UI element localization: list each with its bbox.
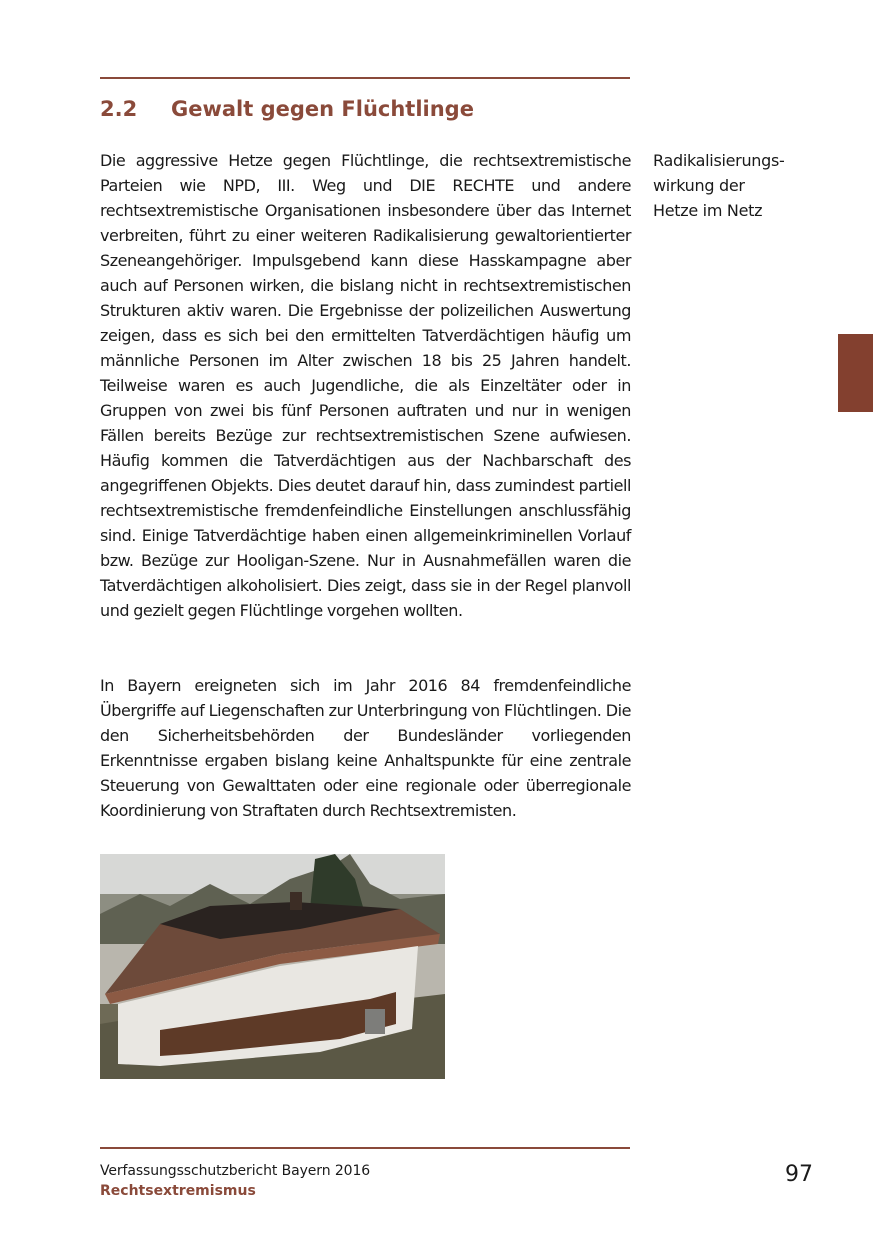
bottom-rule bbox=[100, 1147, 630, 1149]
section-title: Gewalt gegen Flüchtlinge bbox=[171, 97, 474, 121]
footer-publication-title: Verfassungsschutzbericht Bayern 2016 bbox=[100, 1163, 371, 1179]
burned-building-photo bbox=[100, 854, 445, 1079]
margin-note-line-3: Hetze im Netz bbox=[653, 201, 763, 220]
margin-note-line-1: Radikalisierungs- bbox=[653, 151, 785, 170]
footer-section-name: Rechtsextremismus bbox=[100, 1183, 256, 1199]
page-number: 97 bbox=[785, 1162, 813, 1187]
margin-note-line-2: wirkung der bbox=[653, 176, 745, 195]
body-paragraph-2: In Bayern ereigneten sich im Jahr 2016 84 fremdenfeindliche Übergriffe auf Liegenschaften zur Unterbringung von Flüchtlingen. Die den Sicherheitsbehörden der Bundesländer vorliegenden Erkenntnisse ergaben bislang keine Anhaltspunkte für eine zentrale Steuerung von Gewalttaten oder eine regionale oder überregionale Koordinierung von Straftaten durch Rechtsextremisten. bbox=[100, 676, 631, 820]
margin-note bbox=[653, 148, 843, 223]
section-heading bbox=[100, 93, 640, 125]
top-rule bbox=[100, 77, 630, 79]
section-number: 2.2 bbox=[100, 97, 138, 121]
body-paragraph-1: Die aggressive Hetze gegen Flüchtlinge, die rechtsextremistische Parteien wie NPD, III. Weg und DIE RECHTE und andere rechtsextremistische Organisationen insbesondere über das Internet verbreiten, führt zu einer weiteren Radikalisierung gewaltorientierter Szeneangehöriger. Impulsgebend kann diese Hasskampagne aber auch auf Personen wirken, die bislang nicht in rechtsextremistischen Strukturen aktiv waren. Die Ergebnisse der polizeilichen Auswertung zeigen, dass es sich bei den ermittelten Tatverdächtigen häufig um männliche Personen im Alter zwischen 18 bis 25 Jahren handelt. Teilweise waren es auch Jugendliche, die als Einzeltäter oder in Gruppen von zwei bis fünf Personen auftraten und nur in wenigen Fällen bereits Bezüge zur rechtsextremistischen Szene aufwiesen. Häufig kommen die Tatverdächtigen aus der Nachbarschaft des angegriffenen Objekts. Dies deutet darauf hin, dass zumindest partiell rechtsextremistische fremdenfeindliche Einstellungen anschlussfähig sind. Einige Tatverdächtige haben einen allgemeinkriminellen Vorlauf bzw. Bezüge zur Hooligan-Szene. Nur in Ausnahmefällen waren die Tatverdächtigen alkoholisiert. Dies zeigt, dass sie in der Regel planvoll und gezielt gegen Flüchtlinge vorgehen wollten. bbox=[100, 151, 631, 620]
chapter-tab-marker bbox=[838, 334, 873, 412]
